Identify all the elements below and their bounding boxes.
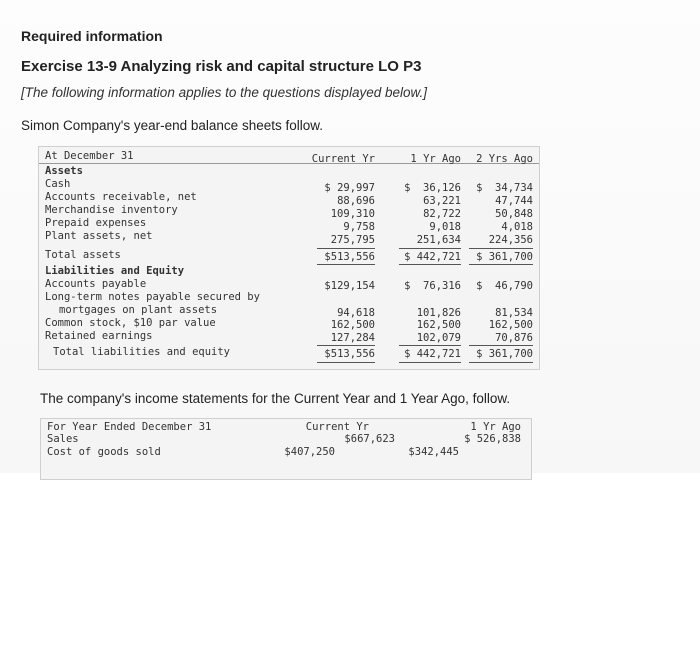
cash-label: Cash [45,178,71,190]
table-row [39,230,539,246]
total-assets-label: Total assets [45,249,121,261]
ap-1yr: $ 76,316 [404,280,461,292]
common-1yr: 162,500 [416,319,461,331]
inventory-current: 109,310 [330,208,375,220]
prepaid-1yr: 9,018 [429,221,461,233]
table-row [41,446,531,459]
income-statement-table [40,418,532,480]
inventory-label: Merchandise inventory [45,204,178,216]
table-row [39,165,539,178]
balance-sheet-intro: Simon Company's year-end balance sheets follow. [21,118,323,133]
table-row [39,265,539,278]
liab-equity-heading: Liabilities and Equity [45,265,185,277]
sales-label: Sales [47,433,79,445]
plant-label: Plant assets, net [45,230,153,242]
common-2yr: 162,500 [488,319,533,331]
instruction-note: [The following information applies to the questions displayed below.] [21,85,427,100]
cogs-label: Cost of goods sold [47,446,161,458]
income-col-1yr: 1 Yr Ago [470,421,521,433]
total-assets-current: $513,556 [324,251,375,263]
cogs-1yr: $342,445 [408,446,459,458]
divider [399,362,461,363]
total-assets-2yr: $ 361,700 [476,251,533,263]
cash-1yr: $ 36,126 [404,182,461,194]
col-label: At December 31 [45,150,134,162]
plant-2yr: 224,356 [488,234,533,246]
table-row [39,346,539,359]
table-header [39,147,539,164]
ap-current: $129,154 [324,280,375,292]
total-le-2yr: $ 361,700 [476,348,533,360]
income-statement-intro: The company's income statements for the Current Year and 1 Year Ago, follow. [40,391,511,406]
lt-notes-label-cont: mortgages on plant assets [59,304,218,316]
common-current: 162,500 [330,319,375,331]
ar-1yr: 63,221 [423,195,461,207]
common-stock-label: Common stock, $10 par value [45,317,216,329]
total-le-current: $513,556 [324,348,375,360]
table-row [39,217,539,233]
cogs-current: $407,250 [284,446,335,458]
table-row [39,191,539,207]
retained-1yr: 102,079 [416,332,461,344]
prepaid-2yr: 4,018 [501,221,533,233]
lt-notes-2yr: 81,534 [495,307,533,319]
retained-earnings-label: Retained earnings [45,330,153,342]
table-row [41,433,531,446]
ar-2yr: 47,744 [495,195,533,207]
divider [469,362,533,363]
prepaid-label: Prepaid expenses [45,217,147,229]
ap-label: Accounts payable [45,278,147,290]
col-current: Current Yr [311,153,375,165]
total-assets-1yr: $ 442,721 [404,251,461,263]
total-le-1yr: $ 442,721 [404,348,461,360]
inventory-1yr: 82,722 [423,208,461,220]
table-row [39,178,539,194]
assets-heading: Assets [45,165,83,177]
table-row [39,204,539,220]
table-row [39,249,539,262]
table-row [39,291,539,304]
retained-current: 127,284 [330,332,375,344]
income-col-current: Current Yr [305,421,369,433]
total-le-label: Total liabilities and equity [53,346,231,358]
sales-1yr: $ 526,838 [464,433,521,445]
ar-current: 88,696 [337,195,375,207]
balance-sheet-table [38,146,540,370]
lt-notes-label: Long-term notes payable secured by [45,291,260,303]
col-1yr: 1 Yr Ago [410,153,461,165]
lt-notes-current: 94,618 [337,307,375,319]
plant-current: 275,795 [330,234,375,246]
cash-2yr: $ 34,734 [476,182,533,194]
table-row [39,330,539,343]
exercise-title: Exercise 13-9 Analyzing risk and capital structure LO P3 [21,58,422,75]
ap-2yr: $ 46,790 [476,280,533,292]
lt-notes-1yr: 101,826 [416,307,461,319]
plant-1yr: 251,634 [416,234,461,246]
ar-label: Accounts receivable, net [45,191,197,203]
divider [317,362,375,363]
cash-current: $ 29,997 [324,182,375,194]
col-2yr: 2 Yrs Ago [476,153,533,165]
income-col-label: For Year Ended December 31 [47,421,212,433]
table-row [39,278,539,291]
retained-2yr: 70,876 [495,332,533,344]
sales-current: $667,623 [344,433,395,445]
table-row [39,304,539,317]
prepaid-current: 9,758 [343,221,375,233]
table-row [39,317,539,330]
required-info-label: Required information [21,28,163,44]
inventory-2yr: 50,848 [495,208,533,220]
